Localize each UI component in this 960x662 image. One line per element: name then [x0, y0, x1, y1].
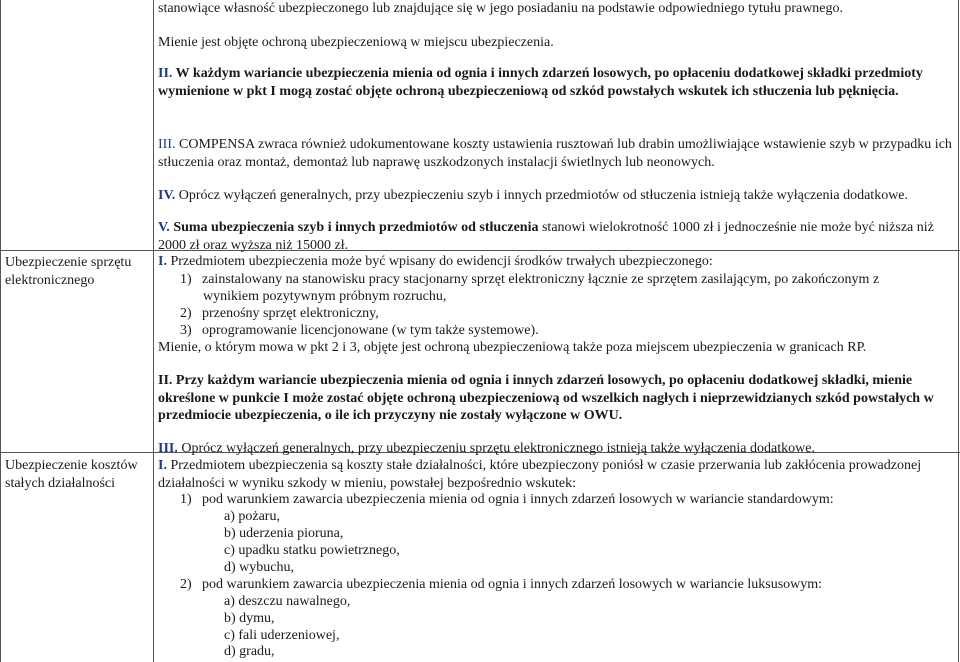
- row2-item-1-text: zainstalowany na stanowisku pracy stacjonarny sprzęt elektroniczny łącznie ze sprzętem zasilającym, po zakończonym z: [202, 272, 880, 287]
- table-border-left: [0, 0, 1, 662]
- row2-section-i: [158, 253, 954, 271]
- row2-label: Ubezpieczenie sprzętu elektronicznego: [5, 255, 132, 288]
- row3-point-1-text: pod warunkiem zawarcia ubezpieczenia mienia od ognia i innych zdarzeń losowych w wariancie standardowym:: [202, 492, 834, 507]
- row3-point-2-sub-b: b) dymu,: [224, 611, 275, 626]
- row2-item-3: [180, 322, 940, 340]
- row1-section-v: [158, 219, 954, 254]
- row2-iii-number: III.: [158, 441, 178, 456]
- row1-ii-number: II.: [158, 66, 173, 81]
- row3-point-1-sub-d: d) wybuchu,: [224, 560, 294, 575]
- row3-point-1-sub-c: c) upadku statku powietrznego,: [224, 543, 400, 558]
- row3-label: Ubezpieczenie kosztów stałych działalności: [5, 458, 138, 491]
- row2-mienie: Mienie, o którym mowa w pkt 2 i 3, objęte jest ochroną ubezpieczeniową także poza miejscem ubezpieczenia w granicach RP.: [158, 340, 867, 355]
- row1-section-iv: [158, 187, 954, 205]
- row1-ii-text: W każdym wariancie ubezpieczenia mienia od ognia i innych zdarzeń losowych, po opłaceniu dodatkowej składki przedmioty wymienione w pkt I mogą zostać objęte ochroną ubezpieczeniową od szkód powstałych wskutek ich stłuczenia lub pęknięcia.: [158, 66, 923, 99]
- row3-point-2: [180, 576, 940, 594]
- row1-iv-number: IV.: [158, 188, 176, 203]
- row1-v-text: stanowi wielokrotność 1000 zł i jednocześnie nie może być niższa niż 2000 zł oraz wyższa niż 15000 zł.: [158, 220, 934, 253]
- row2-iii-text: Oprócz wyłączeń generalnych, przy ubezpieczeniu sprzętu elektronicznego istnieją także wyłączenia dodatkowe.: [181, 441, 815, 456]
- row2-section-ii: II. Przy każdym wariancie ubezpieczenia mienia od ognia i innych zdarzeń losowych, po opłaceniu dodatkowej składki, mienie określone w punkcie I może zostać objęte ochroną ubezpieczeniową od wszelkich nagłych i nieprzewidzianych szkód powstałych w przedmiocie ubezpieczenia, o ile ich przyczyny nie zostały wyłączone w OWU.: [158, 373, 934, 423]
- row2-item-2-text: przenośny sprzęt elektroniczny,: [202, 306, 379, 321]
- row1-iii-number: III.: [158, 137, 176, 152]
- row2-item-1-number: 1): [180, 272, 192, 287]
- row2-i-text: Przedmiotem ubezpieczenia może być wpisany do ewidencji środków trwałych ubezpieczonego:: [170, 254, 713, 269]
- row1-iii-text: COMPENSA zwraca również udokumentowane koszty ustawienia rusztowań lub drabin umożliwiające wstawienie szyb w przypadku ich stłuczenia oraz montaż, demontaż lub naprawę uszkodzonych instalacji świetlnych lub neonowych.: [158, 137, 952, 170]
- row3-section-i: [158, 457, 954, 492]
- row1-section-iii: [158, 136, 954, 171]
- table-border-right: [958, 0, 959, 662]
- row2-item-1-cont: wynikiem pozytywnym próbnym rozruchu,: [203, 289, 447, 304]
- row1-v-bold: Suma ubezpieczenia szyb i innych przedmiotów od stłuczenia: [173, 220, 539, 235]
- row3-i-text: Przedmiotem ubezpieczenia są koszty stałe działalności, które ubezpieczony poniósł w czasie przerwania lub zakłócenia prowadzonej działalności w wyniku szkody w mieniu, powstałej bezpośrednio wskutek:: [158, 458, 922, 491]
- row2-item-3-number: 3): [180, 323, 192, 338]
- row1-iv-text: Oprócz wyłączeń generalnych, przy ubezpieczeniu szyb i innych przedmiotów od stłuczenia istnieją także wyłączenia dodatkowe.: [178, 188, 909, 203]
- row3-point-1-sub-a: a) pożaru,: [224, 509, 280, 524]
- row3-point-1: [180, 491, 940, 509]
- row2-item-2-number: 2): [180, 306, 192, 321]
- row3-point-2-number: 2): [180, 577, 192, 592]
- row2-item-2: [180, 305, 940, 323]
- row3-point-1-number: 1): [180, 492, 192, 507]
- row1-section-ii: [158, 65, 954, 100]
- row2-section-iii: [158, 440, 954, 458]
- row3-point-2-sub-c: c) fali uderzeniowej,: [224, 628, 340, 643]
- row1-line-b: Mienie jest objęte ochroną ubezpieczeniową w miejscu ubezpieczenia.: [158, 35, 554, 50]
- row2-item-1: [180, 271, 940, 289]
- row3-point-1-sub-b: b) uderzenia pioruna,: [224, 526, 344, 541]
- row3-point-2-sub-d: d) gradu,: [224, 644, 275, 659]
- row2-i-number: I.: [158, 254, 167, 269]
- row2-item-3-text: oprogramowanie licencjonowane (w tym także systemowe).: [202, 323, 539, 338]
- row3-point-2-sub-a: a) deszczu nawalnego,: [224, 594, 351, 609]
- row3-i-number: I.: [158, 458, 167, 473]
- row1-line-a: stanowiące własność ubezpieczonego lub znajdujące się w jego posiadaniu na podstawie odpowiedniego tytułu prawnego.: [158, 1, 844, 16]
- row3-point-2-text: pod warunkiem zawarcia ubezpieczenia mienia od ognia i innych zdarzeń losowych w wariancie luksusowym:: [202, 577, 823, 592]
- table-column-divider: [153, 0, 154, 662]
- row1-v-number: V.: [158, 220, 170, 235]
